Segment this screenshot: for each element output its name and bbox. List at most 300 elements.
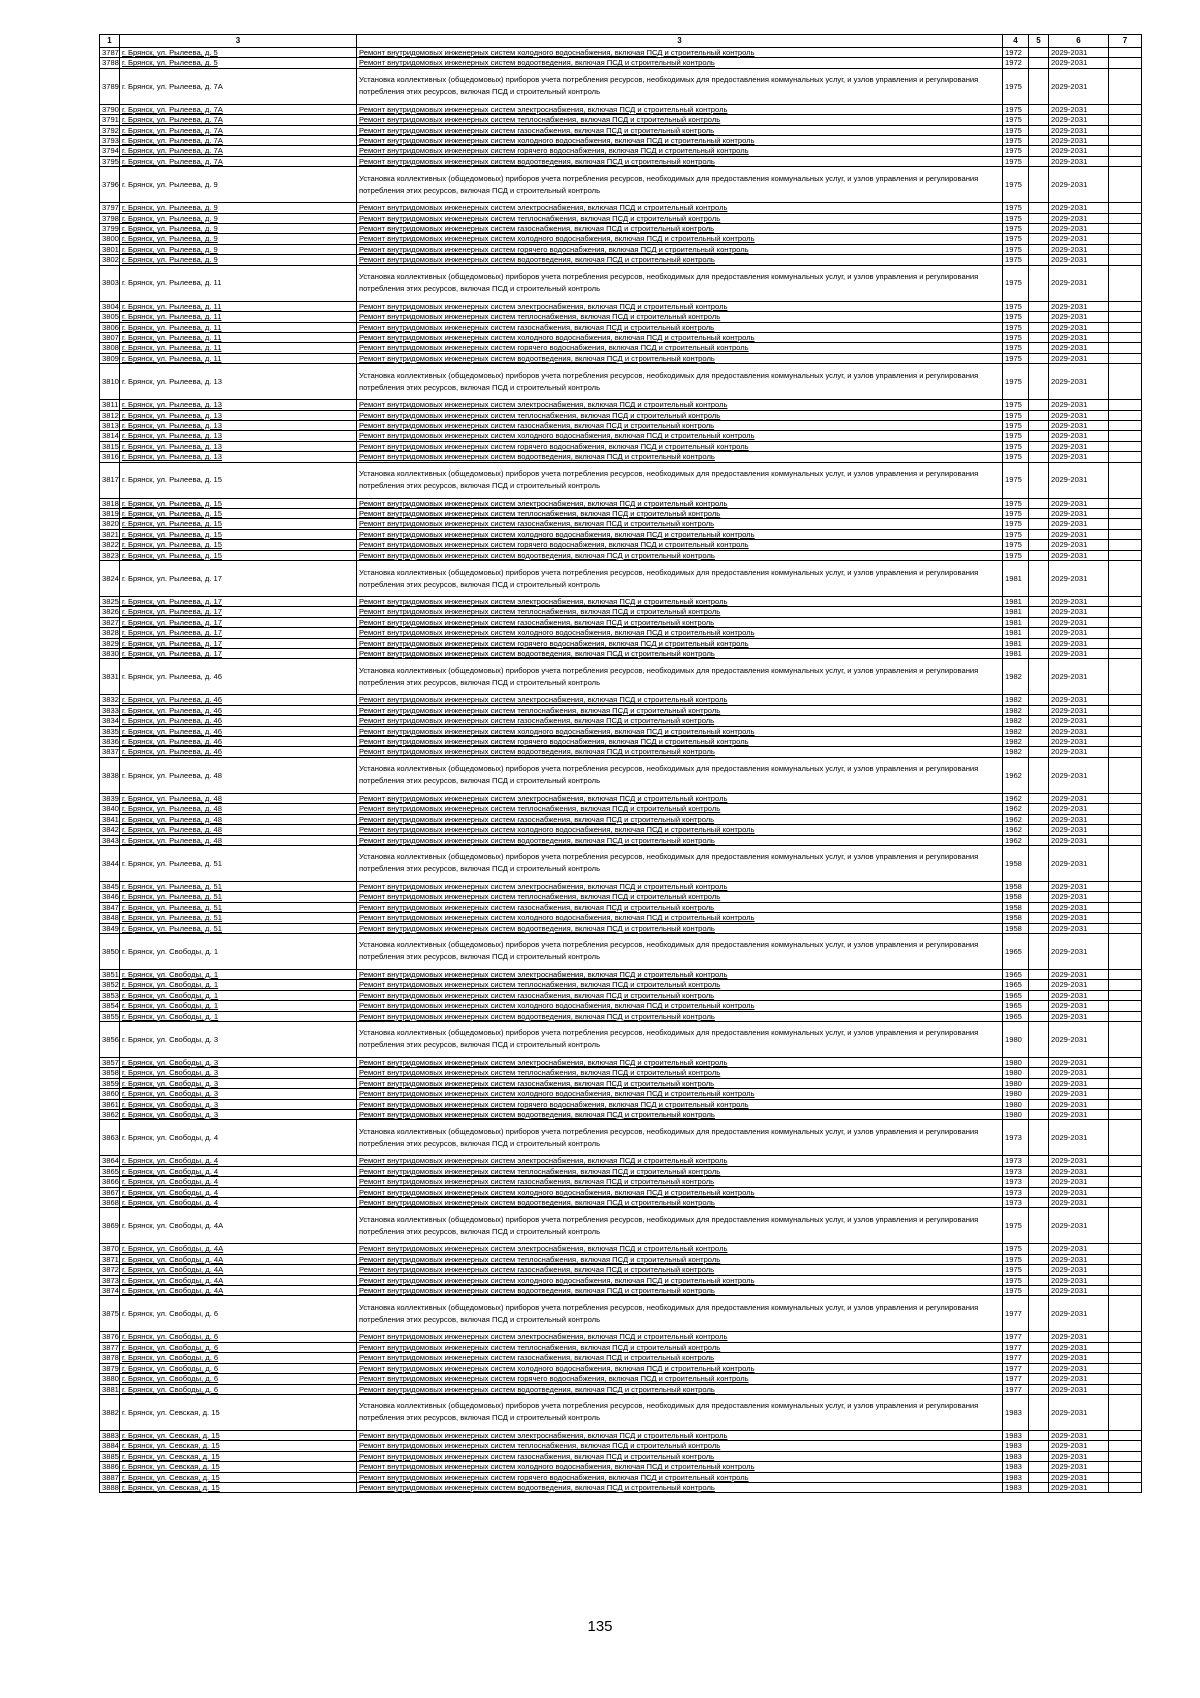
row-period: 2029-2031 (1049, 1089, 1109, 1099)
row-col5-empty (1029, 969, 1049, 979)
row-period: 2029-2031 (1049, 115, 1109, 125)
row-number: 3822 (100, 540, 120, 550)
row-period: 2029-2031 (1049, 737, 1109, 747)
row-period: 2029-2031 (1049, 933, 1109, 969)
row-period: 2029-2031 (1049, 804, 1109, 814)
row-address-city: г. Брянск, (122, 244, 157, 254)
row-col5-empty (1029, 1332, 1049, 1342)
row-address-city: г. Брянск, (122, 58, 157, 68)
row-address (120, 1441, 357, 1451)
row-year-built: 1980 (1003, 1057, 1029, 1067)
row-col5-empty (1029, 1441, 1049, 1451)
row-period: 2029-2031 (1049, 1441, 1109, 1451)
row-address (120, 814, 357, 824)
row-address-city: г. Брянск, (122, 804, 157, 814)
row-address-city: г. Брянск, (122, 180, 157, 190)
table-row (100, 969, 1142, 979)
row-work-type: Установка коллективных (общедомовых) приборов учета потребления ресурсов, необходимых для предоставления коммунальных услуг, и узлов управления и регулирования потребления этих ресурсов, включая ПСД и строительный контроль (357, 68, 1003, 104)
table-row (100, 913, 1142, 923)
header-cell-1: 1 (100, 35, 120, 48)
table-row (100, 104, 1142, 114)
row-period: 2029-2031 (1049, 136, 1109, 146)
row-year-built: 1981 (1003, 561, 1029, 597)
row-year-built: 1975 (1003, 1265, 1029, 1275)
row-col7-empty (1109, 881, 1142, 891)
row-period: 2029-2031 (1049, 322, 1109, 332)
row-period: 2029-2031 (1049, 167, 1109, 203)
row-period: 2029-2031 (1049, 617, 1109, 627)
row-period: 2029-2031 (1049, 353, 1109, 363)
row-col5-empty (1029, 244, 1049, 254)
row-address (120, 540, 357, 550)
row-col5-empty (1029, 705, 1049, 715)
row-address (120, 508, 357, 518)
row-work-type: Ремонт внутридомовых инженерных систем электроснабжения, включая ПСД и строительный контроль (357, 793, 1003, 803)
row-col5-empty (1029, 1363, 1049, 1373)
row-address (120, 1011, 357, 1021)
row-address-street: ул. Рылеева, д. 13 (156, 410, 222, 420)
row-col5-empty (1029, 364, 1049, 400)
row-address-city: г. Брянск, (122, 747, 157, 757)
row-address-city: г. Брянск, (122, 519, 157, 529)
row-number: 3797 (100, 203, 120, 213)
row-address (120, 1001, 357, 1011)
row-number: 3804 (100, 301, 120, 311)
row-address-street: ул. Рылеева, д. 7А (156, 156, 223, 166)
row-address-city: г. Брянск, (122, 1110, 157, 1119)
row-year-built: 1975 (1003, 364, 1029, 400)
row-work-type: Ремонт внутридомовых инженерных систем водоотведения, включая ПСД и строительный контроль (357, 747, 1003, 757)
row-address-street: ул. Рылеева, д. 11 (156, 332, 222, 342)
row-address (120, 892, 357, 902)
row-col5-empty (1029, 892, 1049, 902)
row-work-type: Ремонт внутридомовых инженерных систем газоснабжения, включая ПСД и строительный контроль (357, 617, 1003, 627)
table-row (100, 48, 1142, 58)
row-address-street: ул. Свободы, д. 3 (156, 1057, 219, 1067)
row-work-type: Ремонт внутридомовых инженерных систем теплоснабжения, включая ПСД и строительный контроль (357, 410, 1003, 420)
row-year-built: 1975 (1003, 244, 1029, 254)
row-work-type: Ремонт внутридомовых инженерных систем холодного водоснабжения, включая ПСД и строительный контроль (357, 136, 1003, 146)
row-period: 2029-2031 (1049, 638, 1109, 648)
row-address (120, 244, 357, 254)
row-col5-empty (1029, 255, 1049, 265)
row-year-built: 1975 (1003, 167, 1029, 203)
row-address (120, 617, 357, 627)
row-year-built: 1975 (1003, 1286, 1029, 1296)
row-period: 2029-2031 (1049, 1166, 1109, 1176)
table-row (100, 835, 1142, 845)
row-address-street: ул. Рылеева, д. 17 (156, 607, 222, 617)
row-col7-empty (1109, 353, 1142, 363)
row-period: 2029-2031 (1049, 597, 1109, 607)
row-period: 2029-2031 (1049, 716, 1109, 726)
row-col7-empty (1109, 550, 1142, 560)
row-col5-empty (1029, 1254, 1049, 1264)
row-col7-empty (1109, 1187, 1142, 1197)
row-period: 2029-2031 (1049, 705, 1109, 715)
row-year-built: 1981 (1003, 638, 1029, 648)
row-period: 2029-2031 (1049, 441, 1109, 451)
row-period: 2029-2031 (1049, 1394, 1109, 1430)
row-address-street: ул. Севская, д. 15 (156, 1430, 220, 1440)
row-address-city: г. Брянск, (122, 1068, 157, 1078)
row-col7-empty (1109, 1286, 1142, 1296)
row-col7-empty (1109, 48, 1142, 58)
row-address-city: г. Брянск, (122, 1265, 157, 1275)
row-number: 3814 (100, 431, 120, 441)
row-col5-empty (1029, 343, 1049, 353)
row-col7-empty (1109, 1011, 1142, 1021)
row-work-type: Ремонт внутридомовых инженерных систем горячего водоснабжения, включая ПСД и строительный контроль (357, 1374, 1003, 1384)
table-row (100, 561, 1142, 597)
row-address-city: г. Брянск, (122, 431, 157, 441)
row-year-built: 1981 (1003, 607, 1029, 617)
row-col5-empty (1029, 716, 1049, 726)
row-year-built: 1973 (1003, 1166, 1029, 1176)
row-number: 3886 (100, 1462, 120, 1472)
row-col7-empty (1109, 1296, 1142, 1332)
row-work-type: Ремонт внутридомовых инженерных систем водоотведения, включая ПСД и строительный контроль (357, 1384, 1003, 1394)
row-year-built: 1983 (1003, 1451, 1029, 1461)
table-row (100, 420, 1142, 430)
row-address-city: г. Брянск, (122, 825, 157, 835)
row-col7-empty (1109, 125, 1142, 135)
row-address-street: ул. Свободы, д. 4А (156, 1244, 224, 1254)
row-work-type: Ремонт внутридомовых инженерных систем водоотведения, включая ПСД и строительный контроль (357, 1011, 1003, 1021)
row-col7-empty (1109, 167, 1142, 203)
table-row (100, 213, 1142, 223)
row-work-type: Установка коллективных (общедомовых) приборов учета потребления ресурсов, необходимых для предоставления коммунальных услуг, и узлов управления и регулирования потребления этих ресурсов, включая ПСД и строительный контроль (357, 933, 1003, 969)
row-col5-empty (1029, 213, 1049, 223)
row-work-type: Ремонт внутридомовых инженерных систем электроснабжения, включая ПСД и строительный контроль (357, 104, 1003, 114)
row-col7-empty (1109, 1156, 1142, 1166)
row-address (120, 638, 357, 648)
row-number: 3867 (100, 1187, 120, 1197)
row-year-built: 1975 (1003, 146, 1029, 156)
row-year-built: 1973 (1003, 1198, 1029, 1208)
row-number: 3798 (100, 213, 120, 223)
row-address-city: г. Брянск, (122, 705, 157, 715)
table-row (100, 1472, 1142, 1482)
row-col7-empty (1109, 617, 1142, 627)
row-address-city: г. Брянск, (122, 353, 157, 363)
row-period: 2029-2031 (1049, 1254, 1109, 1264)
row-col7-empty (1109, 224, 1142, 234)
row-address-city: г. Брянск, (122, 332, 157, 342)
row-col7-empty (1109, 757, 1142, 793)
row-address-city: г. Брянск, (122, 1430, 157, 1440)
row-col5-empty (1029, 540, 1049, 550)
row-address-street: ул. Рылеева, д. 51 (156, 881, 222, 891)
row-year-built: 1983 (1003, 1482, 1029, 1492)
row-col7-empty (1109, 136, 1142, 146)
row-number: 3802 (100, 255, 120, 265)
row-period: 2029-2031 (1049, 420, 1109, 430)
row-col7-empty (1109, 1208, 1142, 1244)
row-number: 3794 (100, 146, 120, 156)
row-address-city: г. Брянск, (122, 1286, 157, 1296)
row-address-street: ул. Свободы, д. 4А (156, 1254, 224, 1264)
row-address-city: г. Брянск, (122, 136, 157, 146)
row-col5-empty (1029, 1353, 1049, 1363)
row-col5-empty (1029, 1187, 1049, 1197)
row-work-type: Установка коллективных (общедомовых) приборов учета потребления ресурсов, необходимых для предоставления коммунальных услуг, и узлов управления и регулирования потребления этих ресурсов, включая ПСД и строительный контроль (357, 1021, 1003, 1057)
row-year-built: 1975 (1003, 115, 1029, 125)
row-year-built: 1981 (1003, 628, 1029, 638)
row-address-street: ул. Рылеева, д. 17 (156, 617, 222, 627)
row-number: 3883 (100, 1430, 120, 1440)
row-address-street: ул. Свободы, д. 6 (156, 1342, 219, 1352)
row-work-type: Установка коллективных (общедомовых) приборов учета потребления ресурсов, необходимых для предоставления коммунальных услуг, и узлов управления и регулирования потребления этих ресурсов, включая ПСД и строительный контроль (357, 757, 1003, 793)
row-year-built: 1973 (1003, 1156, 1029, 1166)
table-row (100, 892, 1142, 902)
row-period: 2029-2031 (1049, 1363, 1109, 1373)
row-year-built: 1977 (1003, 1363, 1029, 1373)
table-row (100, 617, 1142, 627)
row-col7-empty (1109, 1451, 1142, 1461)
row-address-city: г. Брянск, (122, 312, 157, 322)
row-period: 2029-2031 (1049, 695, 1109, 705)
table-row (100, 301, 1142, 311)
row-address-street: ул. Рылеева, д. 46 (156, 716, 222, 726)
row-address (120, 265, 357, 301)
row-address-street: ул. Рылеева, д. 7А (156, 81, 223, 91)
row-address-street: ул. Севская, д. 15 (156, 1462, 220, 1472)
row-number: 3855 (100, 1011, 120, 1021)
row-col5-empty (1029, 234, 1049, 244)
row-year-built: 1977 (1003, 1342, 1029, 1352)
row-address-city: г. Брянск, (122, 156, 157, 166)
row-number: 3839 (100, 793, 120, 803)
row-col7-empty (1109, 638, 1142, 648)
row-col7-empty (1109, 1068, 1142, 1078)
table-row (100, 115, 1142, 125)
row-col5-empty (1029, 410, 1049, 420)
row-address-street: ул. Свободы, д. 1 (156, 946, 219, 956)
row-col5-empty (1029, 1120, 1049, 1156)
row-address-street: ул. Свободы, д. 3 (156, 1068, 219, 1078)
row-address-street: ул. Рылеева, д. 9 (156, 180, 218, 190)
table-row (100, 628, 1142, 638)
table-row (100, 529, 1142, 539)
row-col5-empty (1029, 659, 1049, 695)
row-number: 3880 (100, 1374, 120, 1384)
row-address-city: г. Брянск, (122, 1187, 157, 1197)
row-year-built: 1980 (1003, 1110, 1029, 1120)
row-number: 3787 (100, 48, 120, 58)
row-col5-empty (1029, 301, 1049, 311)
table-row (100, 1374, 1142, 1384)
row-address-city: г. Брянск, (122, 255, 157, 265)
row-period: 2029-2031 (1049, 628, 1109, 638)
row-address-city: г. Брянск, (122, 1177, 157, 1187)
row-col5-empty (1029, 1265, 1049, 1275)
row-address-street: ул. Рылеева, д. 11 (156, 322, 222, 332)
row-work-type: Установка коллективных (общедомовых) приборов учета потребления ресурсов, необходимых для предоставления коммунальных услуг, и узлов управления и регулирования потребления этих ресурсов, включая ПСД и строительный контроль (357, 1208, 1003, 1244)
row-work-type: Установка коллективных (общедомовых) приборов учета потребления ресурсов, необходимых для предоставления коммунальных услуг, и узлов управления и регулирования потребления этих ресурсов, включая ПСД и строительный контроль (357, 1394, 1003, 1430)
row-address-city: г. Брянск, (122, 498, 157, 508)
row-address (120, 343, 357, 353)
row-number: 3820 (100, 519, 120, 529)
row-number: 3885 (100, 1451, 120, 1461)
row-address-street: ул. Рылеева, д. 9 (156, 255, 218, 265)
row-col7-empty (1109, 923, 1142, 933)
row-number: 3811 (100, 400, 120, 410)
row-address-street: ул. Рылеева, д. 13 (156, 420, 222, 430)
row-period: 2029-2031 (1049, 255, 1109, 265)
row-period: 2029-2031 (1049, 1001, 1109, 1011)
row-year-built: 1977 (1003, 1384, 1029, 1394)
row-address (120, 1265, 357, 1275)
table-row (100, 322, 1142, 332)
row-address-street: ул. Рылеева, д. 9 (156, 224, 218, 234)
row-address (120, 1363, 357, 1373)
row-col5-empty (1029, 1198, 1049, 1208)
row-number: 3852 (100, 980, 120, 990)
row-period: 2029-2031 (1049, 431, 1109, 441)
row-address-street: ул. Рылеева, д. 13 (156, 452, 222, 462)
row-period: 2029-2031 (1049, 1342, 1109, 1352)
row-address (120, 1482, 357, 1492)
row-address-street: ул. Свободы, д. 4 (156, 1187, 219, 1197)
row-col5-empty (1029, 980, 1049, 990)
row-number: 3827 (100, 617, 120, 627)
row-col7-empty (1109, 1166, 1142, 1176)
row-address (120, 301, 357, 311)
row-number: 3847 (100, 902, 120, 912)
row-work-type: Установка коллективных (общедомовых) приборов учета потребления ресурсов, необходимых для предоставления коммунальных услуг, и узлов управления и регулирования потребления этих ресурсов, включая ПСД и строительный контроль (357, 364, 1003, 400)
row-number: 3812 (100, 410, 120, 420)
row-work-type: Ремонт внутридомовых инженерных систем горячего водоснабжения, включая ПСД и строительный контроль (357, 1472, 1003, 1482)
row-work-type: Ремонт внутридомовых инженерных систем холодного водоснабжения, включая ПСД и строительный контроль (357, 628, 1003, 638)
row-address-street: ул. Севская, д. 15 (156, 1407, 220, 1417)
row-col7-empty (1109, 1177, 1142, 1187)
row-work-type: Ремонт внутридомовых инженерных систем теплоснабжения, включая ПСД и строительный контроль (357, 213, 1003, 223)
row-number: 3878 (100, 1353, 120, 1363)
row-col5-empty (1029, 726, 1049, 736)
row-col5-empty (1029, 353, 1049, 363)
row-period: 2029-2031 (1049, 244, 1109, 254)
table-row (100, 1068, 1142, 1078)
row-work-type: Ремонт внутридомовых инженерных систем газоснабжения, включая ПСД и строительный контроль (357, 420, 1003, 430)
table-row (100, 255, 1142, 265)
row-address-city: г. Брянск, (122, 224, 157, 234)
row-year-built: 1958 (1003, 845, 1029, 881)
row-work-type: Ремонт внутридомовых инженерных систем теплоснабжения, включая ПСД и строительный контроль (357, 1068, 1003, 1078)
row-work-type: Ремонт внутридомовых инженерных систем теплоснабжения, включая ПСД и строительный контроль (357, 980, 1003, 990)
row-col7-empty (1109, 410, 1142, 420)
row-address (120, 1374, 357, 1384)
row-year-built: 1983 (1003, 1441, 1029, 1451)
row-year-built: 1965 (1003, 933, 1029, 969)
row-number: 3833 (100, 705, 120, 715)
row-address-street: ул. Свободы, д. 3 (156, 1034, 219, 1044)
row-work-type: Ремонт внутридомовых инженерных систем газоснабжения, включая ПСД и строительный контроль (357, 1078, 1003, 1088)
row-work-type: Ремонт внутридомовых инженерных систем теплоснабжения, включая ПСД и строительный контроль (357, 705, 1003, 715)
row-year-built: 1982 (1003, 695, 1029, 705)
table-row (100, 607, 1142, 617)
header-cell-3: 3 (357, 35, 1003, 48)
row-address (120, 1208, 357, 1244)
row-address-city: г. Брянск, (122, 540, 157, 550)
row-col7-empty (1109, 312, 1142, 322)
row-address-street: ул. Рылеева, д. 13 (156, 376, 222, 386)
row-work-type: Ремонт внутридомовых инженерных систем водоотведения, включая ПСД и строительный контроль (357, 452, 1003, 462)
row-col7-empty (1109, 913, 1142, 923)
row-address-street: ул. Рылеева, д. 48 (156, 793, 222, 803)
row-address-city: г. Брянск, (122, 923, 157, 933)
row-col7-empty (1109, 1021, 1142, 1057)
row-col7-empty (1109, 529, 1142, 539)
table-row (100, 881, 1142, 891)
row-number: 3868 (100, 1198, 120, 1208)
row-address (120, 224, 357, 234)
row-col7-empty (1109, 420, 1142, 430)
row-year-built: 1962 (1003, 814, 1029, 824)
row-col5-empty (1029, 617, 1049, 627)
row-address-street: ул. Рылеева, д. 15 (156, 519, 222, 529)
row-col7-empty (1109, 825, 1142, 835)
row-address-city: г. Брянск, (122, 1133, 157, 1143)
row-period: 2029-2031 (1049, 561, 1109, 597)
row-col7-empty (1109, 244, 1142, 254)
row-year-built: 1983 (1003, 1472, 1029, 1482)
row-address-street: ул. Рылеева, д. 46 (156, 672, 222, 682)
row-number: 3849 (100, 923, 120, 933)
row-col7-empty (1109, 332, 1142, 342)
row-col5-empty (1029, 68, 1049, 104)
row-col7-empty (1109, 990, 1142, 1000)
row-year-built: 1975 (1003, 462, 1029, 498)
row-work-type: Ремонт внутридомовых инженерных систем водоотведения, включая ПСД и строительный контроль (357, 1482, 1003, 1492)
row-address (120, 364, 357, 400)
row-period: 2029-2031 (1049, 1198, 1109, 1208)
row-address-city: г. Брянск, (122, 452, 157, 462)
row-work-type: Ремонт внутридомовых инженерных систем холодного водоснабжения, включая ПСД и строительный контроль (357, 913, 1003, 923)
row-year-built: 1975 (1003, 498, 1029, 508)
row-work-type: Ремонт внутридомовых инженерных систем электроснабжения, включая ПСД и строительный контроль (357, 400, 1003, 410)
row-period: 2029-2031 (1049, 301, 1109, 311)
row-col7-empty (1109, 234, 1142, 244)
row-col7-empty (1109, 649, 1142, 659)
row-col7-empty (1109, 607, 1142, 617)
row-work-type: Ремонт внутридомовых инженерных систем электроснабжения, включая ПСД и строительный контроль (357, 203, 1003, 213)
row-col5-empty (1029, 115, 1049, 125)
row-number: 3879 (100, 1363, 120, 1373)
table-row (100, 441, 1142, 451)
row-col7-empty (1109, 1384, 1142, 1394)
row-col5-empty (1029, 431, 1049, 441)
table-row (100, 540, 1142, 550)
row-address (120, 1120, 357, 1156)
row-address (120, 757, 357, 793)
row-address (120, 312, 357, 322)
table-row (100, 519, 1142, 529)
row-address-city: г. Брянск, (122, 1254, 157, 1264)
row-number: 3795 (100, 156, 120, 166)
row-address-city: г. Брянск, (122, 617, 157, 627)
row-address-city: г. Брянск, (122, 695, 157, 705)
row-number: 3808 (100, 343, 120, 353)
row-work-type: Установка коллективных (общедомовых) приборов учета потребления ресурсов, необходимых для предоставления коммунальных услуг, и узлов управления и регулирования потребления этих ресурсов, включая ПСД и строительный контроль (357, 1296, 1003, 1332)
row-address-street: ул. Рылеева, д. 51 (156, 902, 222, 912)
row-col5-empty (1029, 695, 1049, 705)
row-address-city: г. Брянск, (122, 115, 157, 125)
table-row (100, 410, 1142, 420)
row-work-type: Установка коллективных (общедомовых) приборов учета потребления ресурсов, необходимых для предоставления коммунальных услуг, и узлов управления и регулирования потребления этих ресурсов, включая ПСД и строительный контроль (357, 167, 1003, 203)
row-year-built: 1983 (1003, 1462, 1029, 1472)
row-period: 2029-2031 (1049, 990, 1109, 1000)
